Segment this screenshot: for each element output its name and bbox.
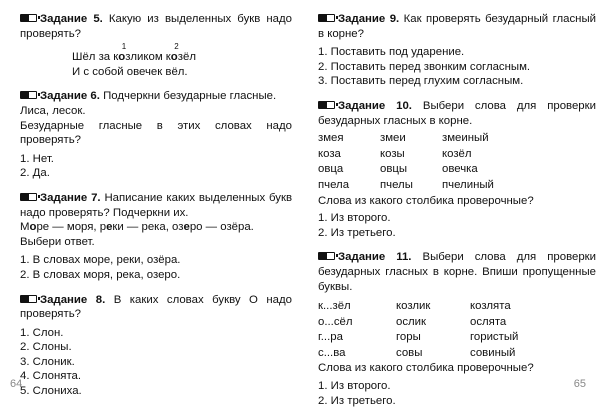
- pencil-icon: [318, 101, 335, 109]
- option-3: 3. Поставить перед глухим согласным.: [318, 75, 524, 88]
- table-row: [318, 178, 504, 194]
- left-page: [0, 0, 300, 400]
- task-6: [20, 89, 292, 181]
- task-question: В каких словах букву О надо проверять?: [20, 293, 292, 321]
- option-1: 1. Из второго.: [318, 380, 391, 393]
- table-row: [318, 346, 544, 362]
- task-11-prompt: Слова из какого столбика проверочные?: [318, 362, 534, 375]
- task-7: [20, 191, 292, 283]
- table-row: [318, 162, 504, 178]
- selected-letter-2: о: [170, 51, 178, 64]
- word-cell: пчела: [318, 178, 350, 191]
- option-1: 1. Поставить под ударение.: [318, 46, 465, 59]
- selected-letter-1: о: [118, 51, 126, 64]
- right-column: [318, 12, 596, 418]
- task-10-header: [318, 99, 596, 128]
- task-title: Задание 5.: [40, 13, 103, 25]
- option-2: 2. Слоны.: [20, 341, 72, 354]
- word-cell: козёл: [442, 147, 472, 160]
- word-cell: коза: [318, 147, 341, 160]
- poem-line-1: Шёл за ко 1 зликом ко 2 зёл: [72, 42, 196, 64]
- letter-number-2: 2: [174, 42, 179, 52]
- word-cell: гористый: [470, 331, 519, 344]
- word-cell: змея: [318, 132, 344, 145]
- task-7-header: [20, 191, 292, 220]
- task-10-prompt: Слова из какого столбика проверочные?: [318, 194, 534, 207]
- task-7-words: Море — моря, реки — река, озеро — озёра.: [20, 221, 254, 234]
- task-title: Задание 8.: [40, 293, 106, 306]
- task-9: [318, 12, 596, 89]
- task-6-prompt: Безударные гласные в этих словах надо проверять?: [20, 119, 292, 147]
- word-cell: к...зёл: [318, 300, 351, 313]
- task-title: Задание 10.: [338, 99, 412, 112]
- word-cell: пчелы: [380, 178, 413, 191]
- table-row: [318, 147, 504, 163]
- poem-line-2: И с собой овечек вёл.: [72, 65, 188, 78]
- page-number: 64: [10, 378, 23, 390]
- option-2: 2. В словах моря, река, озеро.: [20, 268, 181, 281]
- option-1: 1. Слон.: [20, 326, 64, 339]
- task-9-header: [318, 12, 596, 41]
- pencil-icon: [20, 91, 37, 99]
- task-question: Какую из выделенных букв надо проверять?: [20, 13, 292, 40]
- task-question: Подчеркни безударные гласные.: [103, 90, 277, 103]
- table-row: [318, 315, 544, 331]
- left-column: [20, 12, 292, 409]
- word-cell: о...сёл: [318, 315, 353, 328]
- option-2: 2. Да.: [20, 167, 50, 180]
- option-4: 4. Слонята.: [20, 370, 82, 383]
- word-cell: совы: [396, 346, 423, 359]
- task-8: [20, 293, 292, 399]
- option-2: 2. Из третьего.: [318, 226, 396, 239]
- word-cell: ослята: [470, 315, 507, 328]
- word-table: [318, 299, 544, 361]
- pencil-icon: [20, 14, 37, 22]
- word-cell: козлик: [396, 300, 431, 313]
- page-number: 65: [573, 378, 586, 390]
- task-7-prompt: Выбери ответ.: [20, 235, 95, 248]
- word-cell: совиный: [470, 346, 516, 359]
- task-5-header: [20, 12, 292, 41]
- option-1: 1. Нет.: [20, 152, 54, 165]
- table-row: [318, 330, 544, 346]
- pencil-icon: [318, 14, 335, 22]
- word-cell: горы: [396, 331, 421, 344]
- option-1: 1. В словах море, реки, озёра.: [20, 254, 181, 267]
- word-table: [318, 131, 504, 193]
- word-cell: с...ва: [318, 346, 346, 359]
- word-cell: козлята: [470, 300, 511, 313]
- task-question: Написание каких выделенных букв надо проверять? Подчеркни их.: [20, 191, 292, 219]
- word-cell: змеи: [380, 132, 406, 145]
- pencil-icon: [20, 295, 37, 303]
- task-title: Задание 11.: [338, 251, 412, 264]
- word-cell: пчелиный: [442, 178, 494, 191]
- task-6-header: [20, 89, 292, 104]
- option-2: 2. Из третьего.: [318, 394, 396, 407]
- letter-number-1: 1: [121, 42, 127, 52]
- word-cell: овца: [318, 163, 344, 176]
- task-title: Задание 9.: [338, 13, 400, 25]
- option-3: 3. Слоник.: [20, 355, 75, 368]
- word-cell: овечка: [442, 163, 478, 176]
- word-cell: ослик: [396, 315, 427, 328]
- task-question: Выбери слова для проверки безударных гласных в корне. Впиши пропущенные буквы.: [318, 251, 597, 293]
- word-cell: овцы: [380, 163, 408, 176]
- word-cell: козы: [380, 147, 405, 160]
- table-row: [318, 299, 544, 315]
- word-cell: г...ра: [318, 331, 343, 344]
- task-8-header: [20, 293, 292, 322]
- task-11-header: [318, 250, 596, 294]
- task-6-words: Лиса, лесок.: [20, 104, 86, 117]
- pencil-icon: [318, 252, 335, 260]
- task-question: Выбери слова для проверки безударных гласных в корне.: [318, 99, 596, 127]
- table-row: [318, 131, 504, 147]
- task-question: Как проверять безударный гласный в корне?: [318, 13, 596, 40]
- task-11: [318, 250, 596, 408]
- right-page: [304, 0, 608, 407]
- option-5: 5. Слониха.: [20, 385, 82, 398]
- pencil-icon: [20, 193, 37, 201]
- option-1: 1. Из второго.: [318, 212, 391, 225]
- task-title: Задание 7.: [40, 191, 101, 204]
- task-title: Задание 6.: [40, 90, 100, 103]
- task-5: [20, 12, 292, 79]
- task-10: [318, 99, 596, 240]
- option-2: 2. Поставить перед звонким согласным.: [318, 60, 531, 73]
- word-cell: змеиный: [442, 132, 489, 145]
